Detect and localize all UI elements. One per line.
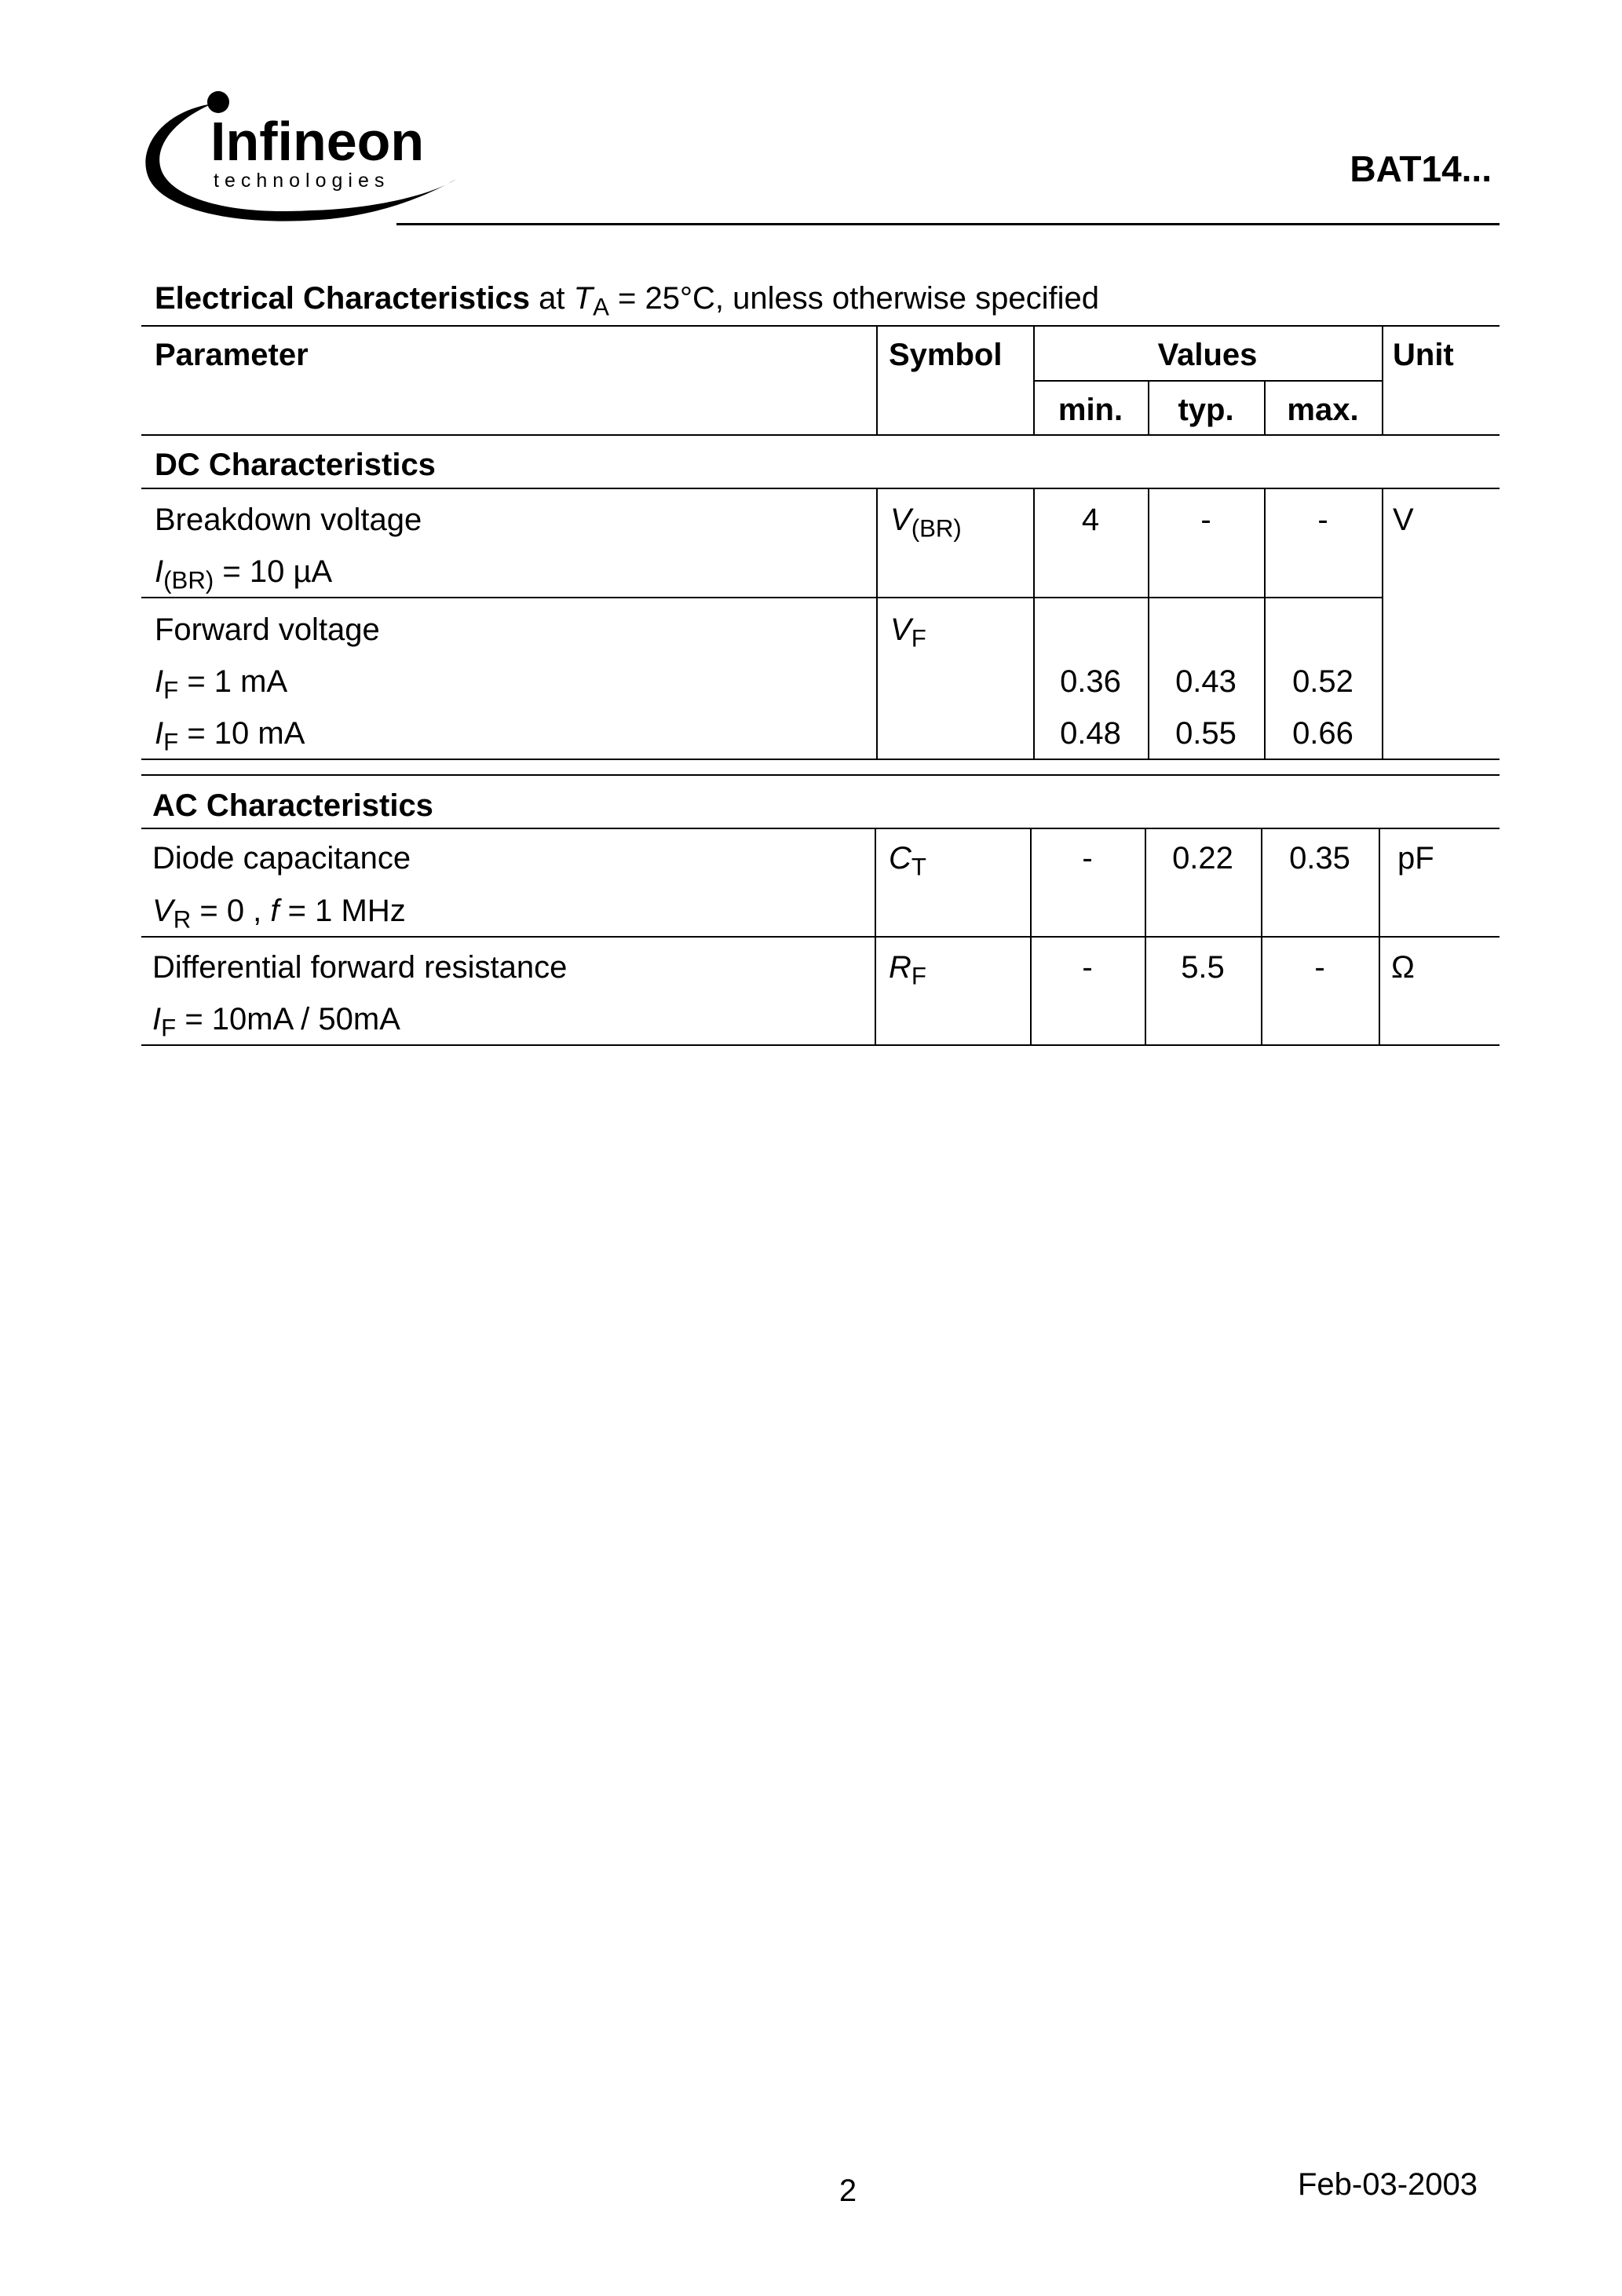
breakdown-max: - — [1317, 503, 1328, 537]
header-min: min. — [1058, 393, 1123, 427]
capacitance-max: 0.35 — [1289, 841, 1350, 876]
resistance-label: Differential forward resistance — [152, 950, 568, 985]
breakdown-condition: $I_{(BR)} = 10$ µA — [155, 554, 333, 594]
capacitance-label: Diode capacitance — [152, 841, 411, 876]
forward-2-typ: 0.55 — [1175, 716, 1237, 751]
resistance-typ: 5.5 — [1181, 950, 1225, 985]
forward-voltage-label: Forward voltage — [155, 612, 380, 647]
resistance-unit: Ω — [1391, 950, 1415, 985]
header-values: Values — [1157, 338, 1258, 372]
breakdown-min: 4 — [1081, 503, 1100, 537]
breakdown-symbol: $V_{(BR)}$ — [890, 503, 962, 543]
forward-2-max: 0.66 — [1292, 716, 1353, 751]
capacitance-unit: pF — [1397, 841, 1434, 876]
document-date: Feb-03-2003 — [1297, 2167, 1478, 2202]
header-max: max. — [1287, 393, 1359, 427]
forward-1-typ: 0.43 — [1175, 664, 1237, 699]
breakdown-typ: - — [1200, 503, 1211, 537]
infineon-logo — [138, 85, 460, 234]
page-number: 2 — [838, 2174, 857, 2208]
resistance-min: - — [1082, 950, 1093, 985]
header-symbol: Symbol — [889, 338, 1003, 372]
forward-1-max: 0.52 — [1292, 664, 1353, 699]
resistance-condition: $I_F = 10mA / 50mA$ — [152, 1002, 400, 1042]
capacitance-condition: $V_R = 0$ , f = 1 MHz — [152, 894, 406, 934]
capacitance-symbol: $C_T$ — [889, 841, 926, 881]
forward-condition-1: $I_F = 1$ mA — [155, 664, 288, 704]
resistance-symbol: $R_F$ — [889, 950, 926, 990]
header-rule — [396, 223, 1500, 225]
resistance-max: - — [1314, 950, 1325, 985]
forward-1-min: 0.36 — [1060, 664, 1121, 699]
forward-2-min: 0.48 — [1060, 716, 1121, 751]
section-dc: DC Characteristics — [155, 448, 436, 482]
breakdown-unit: V — [1393, 503, 1414, 537]
section-ac: AC Characteristics — [152, 788, 433, 823]
header-parameter: Parameter — [155, 338, 309, 372]
capacitance-min: - — [1082, 841, 1093, 876]
header-typ: typ. — [1178, 393, 1234, 427]
part-number: BAT14... — [1350, 148, 1492, 189]
svg-text:technologies: technologies — [214, 170, 390, 192]
infineon-logo-swoosh-icon — [138, 85, 460, 234]
header-unit: Unit — [1393, 338, 1454, 372]
svg-text:Infineon: Infineon — [210, 111, 425, 172]
breakdown-voltage-label: Breakdown voltage — [155, 503, 422, 537]
forward-symbol: $V_F$ — [890, 612, 926, 653]
table-title: Electrical Characteristics at $T_A = 25^\circ C$, unless otherwise specified — [155, 281, 1100, 321]
forward-condition-2: $I_F = 10$ mA — [155, 716, 305, 756]
capacitance-typ: 0.22 — [1172, 841, 1233, 876]
